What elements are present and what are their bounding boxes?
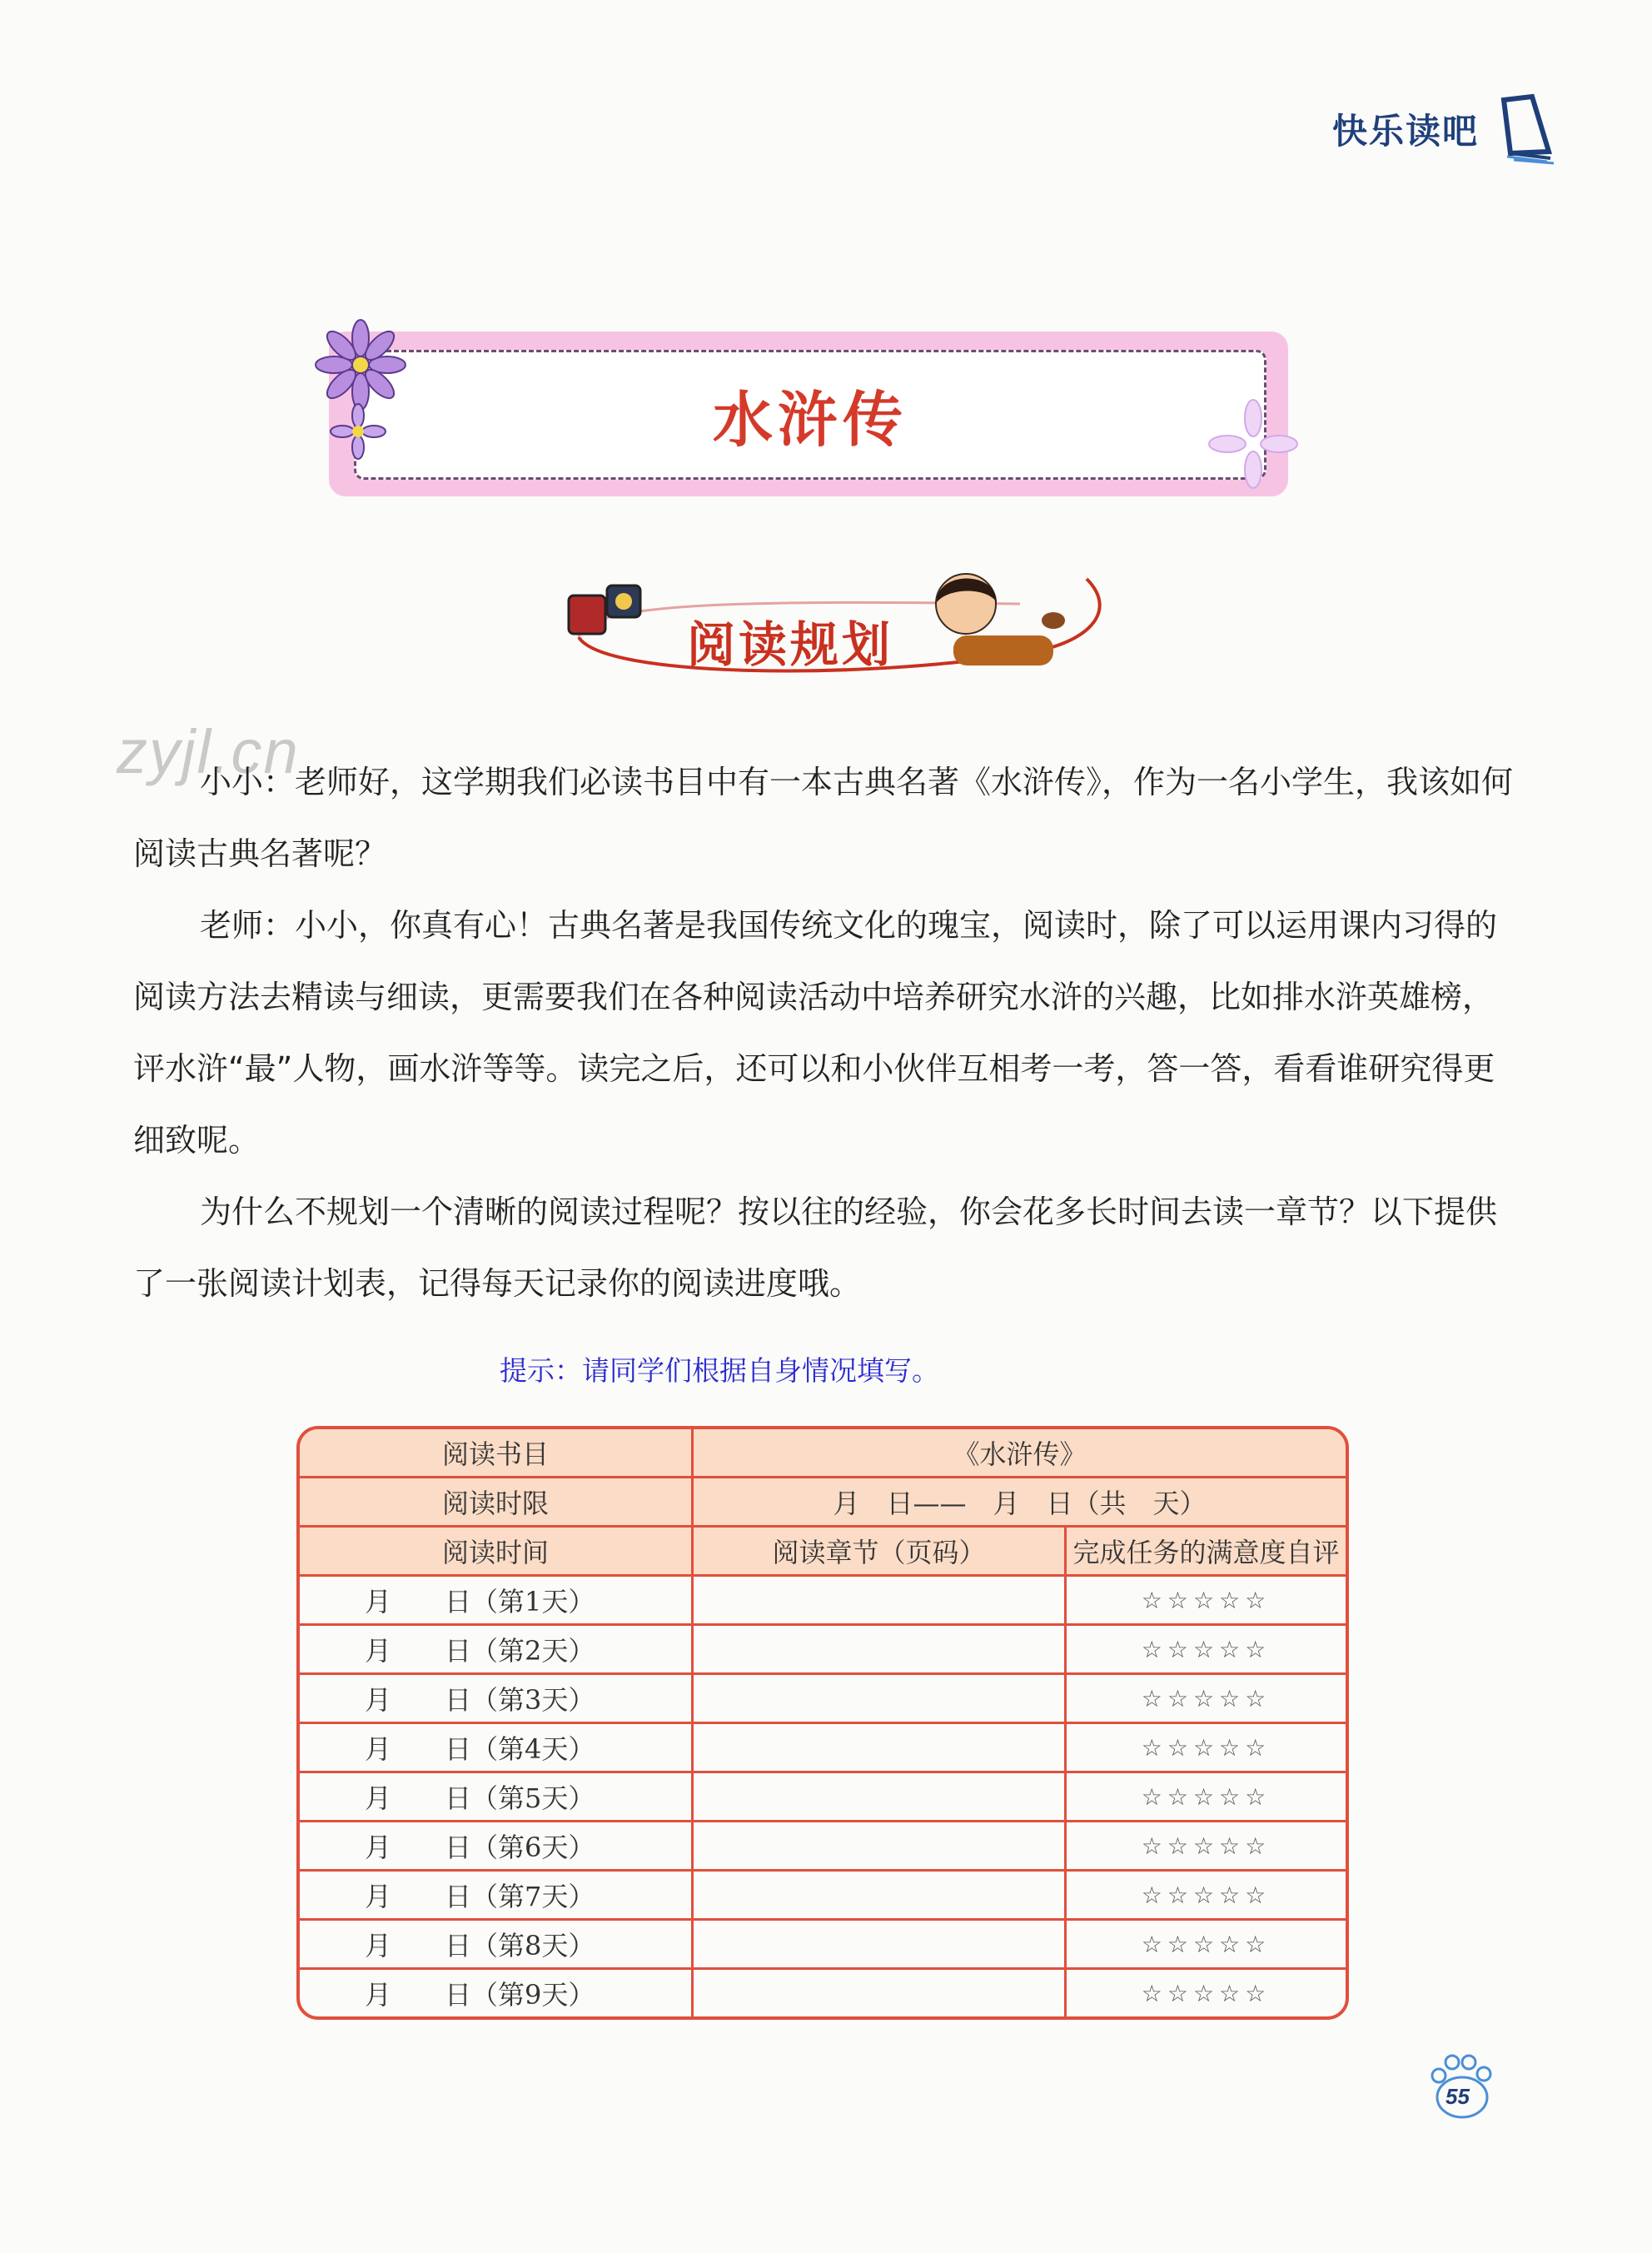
- header-tag: [1332, 93, 1479, 165]
- chapter-cell[interactable]: [694, 1872, 1067, 1921]
- page-number: 55: [1446, 2084, 1470, 2109]
- dialogue-teacher: 老师：小小，你真有心！古典名著是我国传统文化的瑰宝，阅读时，除了可以运用课内习得的阅读方法去精读与细读，更需要我们在各种阅读活动中培养研究水浒的兴趣，比如排水浒英雄榜，评水浒“最”人物，画水浒等等。读完之后，还可以和小伙伴互相考一考，答一答，看看谁研究得更细致呢。: [133, 907, 1498, 1159]
- small-flower-icon: [329, 402, 387, 461]
- section-badge: [554, 554, 1128, 695]
- table-row: [300, 1822, 1346, 1872]
- star-rating[interactable]: ☆☆☆☆☆: [1067, 1921, 1346, 1970]
- col-header-chapter: 阅读章节（页码）: [694, 1528, 1067, 1577]
- book-value-cell: 《水浒传》: [694, 1429, 1346, 1478]
- chapter-cell[interactable]: [694, 1970, 1067, 2016]
- purple-flower-icon: [311, 315, 411, 415]
- star-rating[interactable]: ☆☆☆☆☆: [1067, 1577, 1346, 1626]
- table-row: [300, 1577, 1346, 1626]
- date-cell: 月 日（第4天）: [300, 1724, 694, 1773]
- table-row-book: [300, 1429, 1346, 1478]
- table-row: [300, 1970, 1346, 2016]
- dialogue-xiaoxiao: 小小：老师好，这学期我们必读书目中有一本古典名著《水浒传》，作为一名小学生，我该如何阅读古典名著呢？: [133, 764, 1514, 872]
- date-cell: 月 日（第1天）: [300, 1577, 694, 1626]
- table-row-period: [300, 1478, 1346, 1528]
- book-icon: [1499, 93, 1557, 165]
- table-row: [300, 1626, 1346, 1675]
- page-number-badge: [1426, 2051, 1500, 2126]
- table-row: [300, 1724, 1346, 1773]
- date-cell: 月 日（第2天）: [300, 1626, 694, 1675]
- chapter-cell[interactable]: [694, 1921, 1067, 1970]
- star-rating[interactable]: ☆☆☆☆☆: [1067, 1872, 1346, 1921]
- date-cell: 月 日（第9天）: [300, 1970, 694, 2016]
- table-header-row: [300, 1528, 1346, 1577]
- col-header-rating: 完成任务的满意度自评: [1067, 1528, 1346, 1577]
- star-rating[interactable]: ☆☆☆☆☆: [1067, 1773, 1346, 1822]
- table-row: [300, 1675, 1346, 1724]
- date-cell: 月 日（第3天）: [300, 1675, 694, 1724]
- chapter-cell[interactable]: [694, 1822, 1067, 1872]
- hint-text: 提示：请同学们根据自身情况填写。: [500, 1354, 939, 1387]
- col-header-time: 阅读时间: [300, 1528, 694, 1577]
- watermark: zyjl.cn: [117, 717, 300, 786]
- star-rating[interactable]: ☆☆☆☆☆: [1067, 1675, 1346, 1724]
- girl-reading-illustration: [920, 562, 1070, 679]
- section-title: 阅读规划: [687, 616, 894, 673]
- chapter-cell[interactable]: [694, 1773, 1067, 1822]
- drum-icon: [562, 571, 654, 654]
- chapter-cell[interactable]: [694, 1724, 1067, 1773]
- table-row: [300, 1773, 1346, 1822]
- star-rating[interactable]: ☆☆☆☆☆: [1067, 1626, 1346, 1675]
- title-banner: [329, 331, 1288, 496]
- star-rating[interactable]: ☆☆☆☆☆: [1141, 1979, 1271, 2007]
- table-row: [300, 1921, 1346, 1970]
- book-label-cell: 阅读书目: [300, 1429, 694, 1478]
- pale-flower-icon: [1207, 398, 1299, 490]
- chapter-cell[interactable]: [694, 1626, 1067, 1675]
- star-rating[interactable]: ☆☆☆☆☆: [1067, 1724, 1346, 1773]
- table-row: [300, 1872, 1346, 1921]
- star-rating[interactable]: ☆☆☆☆☆: [1067, 1822, 1346, 1872]
- date-cell: 月 日（第6天）: [300, 1822, 694, 1872]
- banner-inner: [354, 350, 1266, 480]
- reading-plan-table: [296, 1426, 1349, 2020]
- planning-intro: 为什么不规划一个清晰的阅读过程呢？按以往的经验，你会花多长时间去读一章节？以下提供了一张阅读计划表，记得每天记录你的阅读进度哦。: [133, 1194, 1498, 1302]
- header-tag-label: 快乐读吧: [1332, 111, 1480, 152]
- chapter-cell[interactable]: [694, 1675, 1067, 1724]
- date-cell: 月 日（第5天）: [300, 1773, 694, 1822]
- date-cell: 月 日（第8天）: [300, 1921, 694, 1970]
- period-value-cell[interactable]: 月 日—— 月 日（共 天）: [694, 1478, 1346, 1528]
- book-title: 水浒传: [712, 384, 908, 455]
- period-label-cell: 阅读时限: [300, 1478, 694, 1528]
- chapter-cell[interactable]: [694, 1577, 1067, 1626]
- date-cell: 月 日（第7天）: [300, 1872, 694, 1921]
